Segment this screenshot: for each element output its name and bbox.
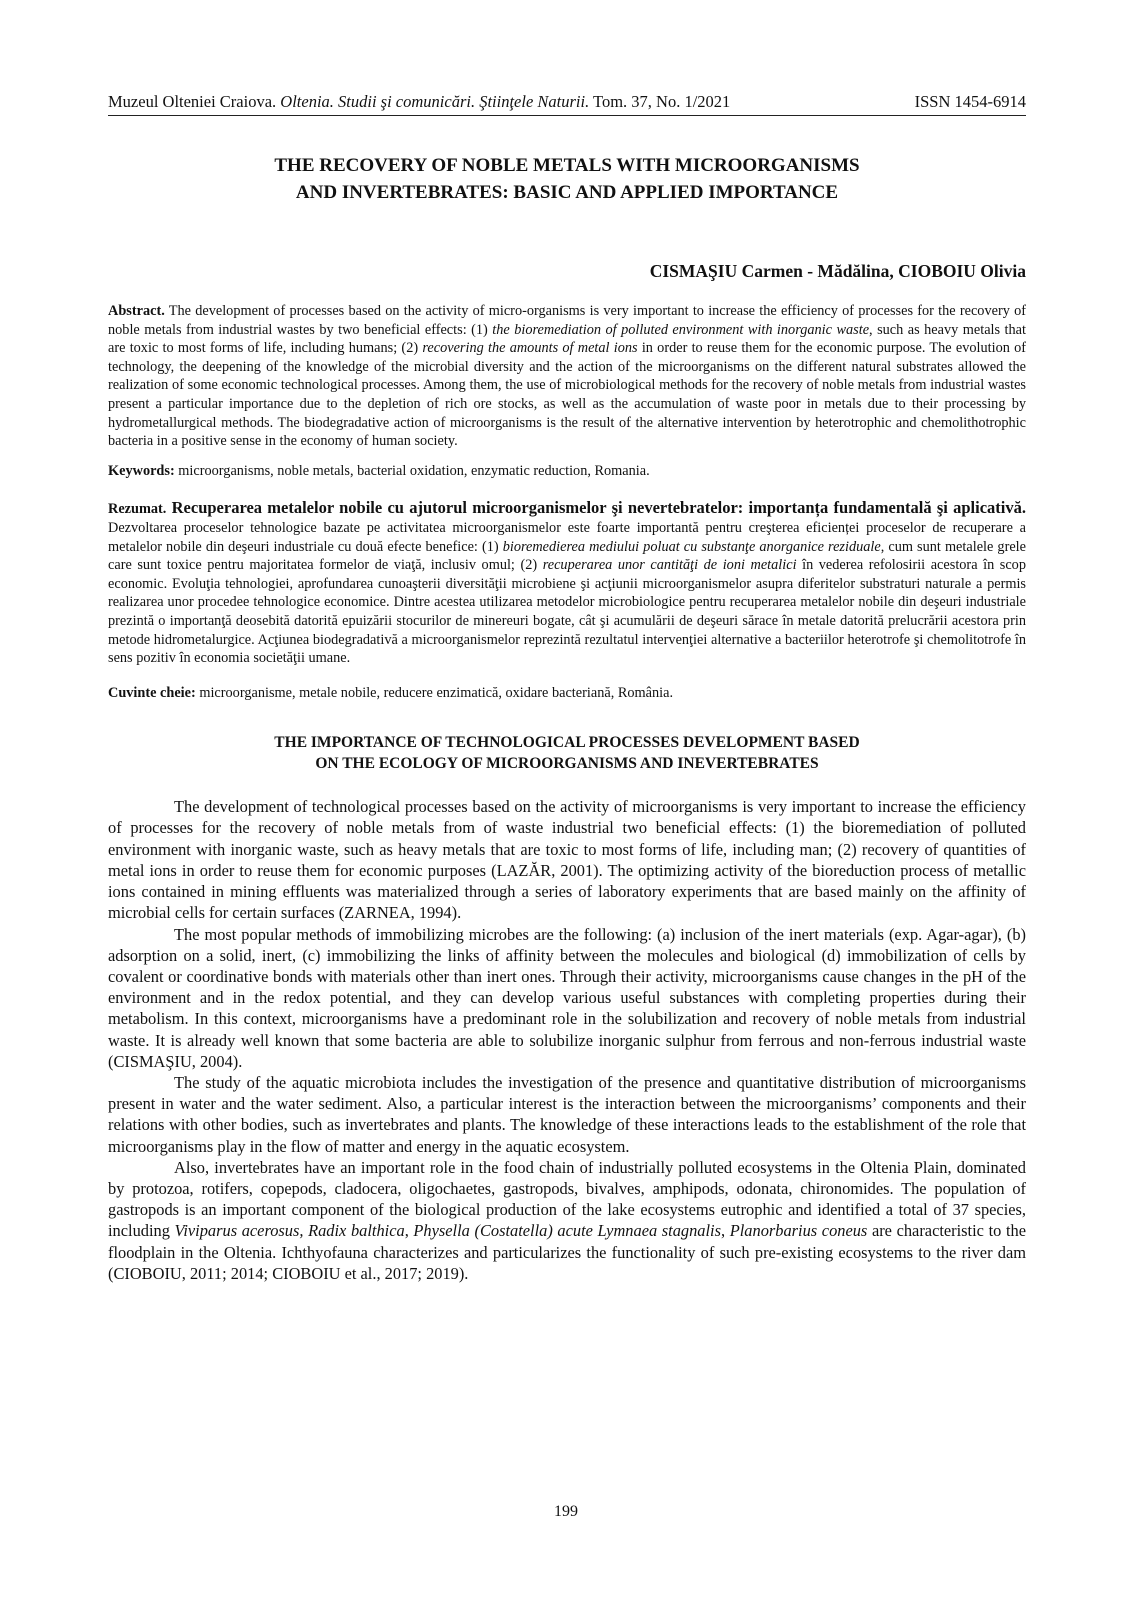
rezumat xyxy=(108,499,1026,667)
paragraph-4 xyxy=(108,1157,1026,1284)
journal-citation xyxy=(108,92,730,112)
cuvinte-label: Cuvinte cheie: xyxy=(108,684,196,701)
rezumat-italic-1: bioremedierea mediului poluat cu substanţe anorganice reziduale xyxy=(502,538,881,555)
rezumat-italic-2: recuperarea unor cantităţi de ioni metalici xyxy=(542,557,797,574)
abstract-text-3: in order to reuse them for the economic purpose. The evolution of technology, the deepening of the knowledge of the microbial diversity and the action of the microorganisms on the different natural substrates allowed the realization of some economic technological processes. Among them, the use of microbiological methods for the recovery of noble metals from industrial wastes present a particular importance due to the depletion of rich ore stocks, as well as the accumulation of waste poor in metals due to their processing by hydrometallurgical methods. The biodegradative action of microorganisms is the result of the alternative intervention by heterotrophic and chemolithotrophic bacteria in a positive sense in the economy of human society. xyxy=(108,340,1027,450)
paragraph-4-text-c: , xyxy=(721,1221,730,1241)
paper-title xyxy=(108,152,1026,206)
abstract-italic-2: recovering the amounts of metal ions xyxy=(422,340,638,357)
rezumat-title: Recuperarea metalelor nobile cu ajutorul microorganismelor şi nevertebratelor: importanța fundamentală şi aplicativă. xyxy=(166,498,1026,518)
rezumat-text-2: , cum sunt metalele grele care sunt toxice pentru majoritatea formelor de viaţă, inclusiv omul; (2) xyxy=(108,538,1026,574)
cuvinte-text: microorganisme, metale nobile, reducere enzimatică, oxidare bacteriană, România. xyxy=(195,684,674,701)
journal-prefix: Muzeul Olteniei Craiova. xyxy=(108,92,281,111)
abstract-italic-1: the bioremediation of polluted environment with inorganic waste xyxy=(492,321,870,338)
species-italic-2: Physella (Costatella) acute Lymnaea stagnalis xyxy=(413,1221,721,1241)
body-text xyxy=(108,796,1026,1284)
page xyxy=(108,92,1026,1284)
species-italic-1: Viviparus acerosus, Radix balthica xyxy=(174,1221,405,1241)
paragraph-3: The study of the aquatic microbiota includes the investigation of the presence and quantitative distribution of microorganisms present in water and the water sediment. Also, a particular interest is the interaction between the microorganisms’ components and their relations with other bodies, such as invertebrates and plants. The knowledge of these interactions leads to the establishment of the role that microorganisms play in the flow of matter and energy in the aquatic ecosystem. xyxy=(108,1072,1026,1156)
title-line-2: AND INVERTEBRATES: BASIC AND APPLIED IMPORTANCE xyxy=(295,182,839,203)
paragraph-1: The development of technological processes based on the activity of microorganisms is very important to increase the efficiency of processes for the recovery of noble metals from of waste industrial two beneficial effects: (1) the bioremediation of polluted environment with inorganic waste, such as heavy metals that are toxic to most forms of life, including man; (2) recovery of quantities of metal ions in order to reuse them for economic purposes (LAZĂR, 2001). The optimizing activity of the bioreduction process of metallic ions contained in mining effluents was materialized through a series of laboratory experiments that are based mainly on the affinity of microbial cells for certain surfaces (ZARNEA, 1994). xyxy=(108,797,1026,923)
rezumat-text-1: Dezvoltarea proceselor tehnologice bazate pe activitatea microorganismelor este foarte importantă pentru creşterea eficienței proceselor de recuperare a metalelor nobile din deşeuri industriale cu două efecte benefice: (1) xyxy=(108,519,1026,555)
title-line-1: THE RECOVERY OF NOBLE METALS WITH MICROORGANISMS xyxy=(274,155,860,176)
section-heading-line-2: ON THE ECOLOGY OF MICROORGANISMS AND INEVERTEBRATES xyxy=(315,755,819,773)
paragraph-4-text-d: are characteristic to the floodplain in the Oltenia. Ichthyofauna characterizes and particularizes the functionality of such pre-existing ecosystems to the river dam (CIOBOIU, 2011; 2014; CIOBOIU et al., 2017; 2019). xyxy=(108,1221,1026,1283)
keywords-text: microorganisms, noble metals, bacterial oxidation, enzymatic reduction, Romania. xyxy=(174,462,650,479)
rezumat-text-3: în vederea refolosirii acestora în scop economic. Evoluţia tehnologiei, aprofundarea cunoaşterii diversităţii microbiene şi acţiunii microorganismelor asupra diferitelor substraturi naturale a permis realizarea unor procedee tehnologice economice. Dintre acestea utilizarea metodelor microbiologice pentru recuperarea metalelor nobile din deşeuri industriale prezintă o importanţă deosebită datorită epuizării stocurilor de minereuri bogate, cât şi acumulării de deşeuri sărace în metale datorită prelucrării acestora prin metode hidrometalurgice. Acţiunea biodegradativă a microorganismelor reprezintă rezultatul intervenţiei alternative a bacteriilor heterotrofe şi chemolitotrofe în sens pozitiv în economia societăţii umane. xyxy=(108,557,1026,667)
keywords-label: Keywords: xyxy=(108,462,175,479)
species-italic-3: Planorbarius coneus xyxy=(729,1221,868,1241)
paragraph-4-text-a: Also, invertebrates have an important role in the food chain of industrially polluted ecosystems in the Oltenia Plain, dominated by protozoa, rotifers, copepods, cladocera, oligochaetes, gastropods, bivalves, amphipods, odonata, chironomides. The population of gastropods is an important component of the biological production of the lake ecosystems eutrophic and identified a total of 37 species, including xyxy=(108,1157,1026,1241)
section-heading-line-1: THE IMPORTANCE OF TECHNOLOGICAL PROCESSES DEVELOPMENT BASED xyxy=(274,734,860,752)
journal-volume: Tom. 37, No. 1/2021 xyxy=(589,92,731,111)
keywords xyxy=(108,462,1026,481)
abstract-text-1: The development of processes based on the activity of micro-organisms is very important to increase the efficiency of processes for the recovery of noble metals from industrial wastes by two beneficial effects: (1) xyxy=(108,303,1026,338)
authors: CISMAŞIU Carmen - Mădălina, CIOBOIU Olivia xyxy=(649,261,1026,281)
paragraph-4-text-b: , xyxy=(404,1221,414,1241)
section-heading xyxy=(108,732,1026,774)
issn: ISSN 1454-6914 xyxy=(914,92,1026,111)
journal-title: Oltenia. Studii şi comunicări. Ştiinţele Naturii. xyxy=(280,92,590,111)
abstract-label: Abstract. xyxy=(108,303,165,319)
abstract xyxy=(108,302,1026,451)
rezumat-label: Rezumat. xyxy=(108,501,167,518)
abstract-text-2: , such as heavy metals that are toxic to most forms of life, including humans; (2) xyxy=(108,321,1026,357)
cuvinte-cheie xyxy=(108,684,1026,703)
running-header xyxy=(108,92,1026,116)
page-number: 199 xyxy=(554,1503,578,1520)
paragraph-2: The most popular methods of immobilizing microbes are the following: (a) inclusion of the inert materials (exp. Agar-agar), (b) adsorption on a solid, inert, (c) immobilizing the links of affinity between the molecules and biological (d) immobilization of cells by covalent or coordinative bonds with materials other than inert ones. Through their activity, microorganisms cause changes in the pH of the environment and in the redox potential, and they can develop various useful substances with completing properties during their metabolism. In this context, microorganisms have a predominant role in the solubilization and recovery of noble metals from industrial waste. It is already well known that some bacteria are able to solubilize inorganic sulphur from ferrous and non-ferrous industrial waste (CISMAŞIU, 2004). xyxy=(108,924,1026,1071)
